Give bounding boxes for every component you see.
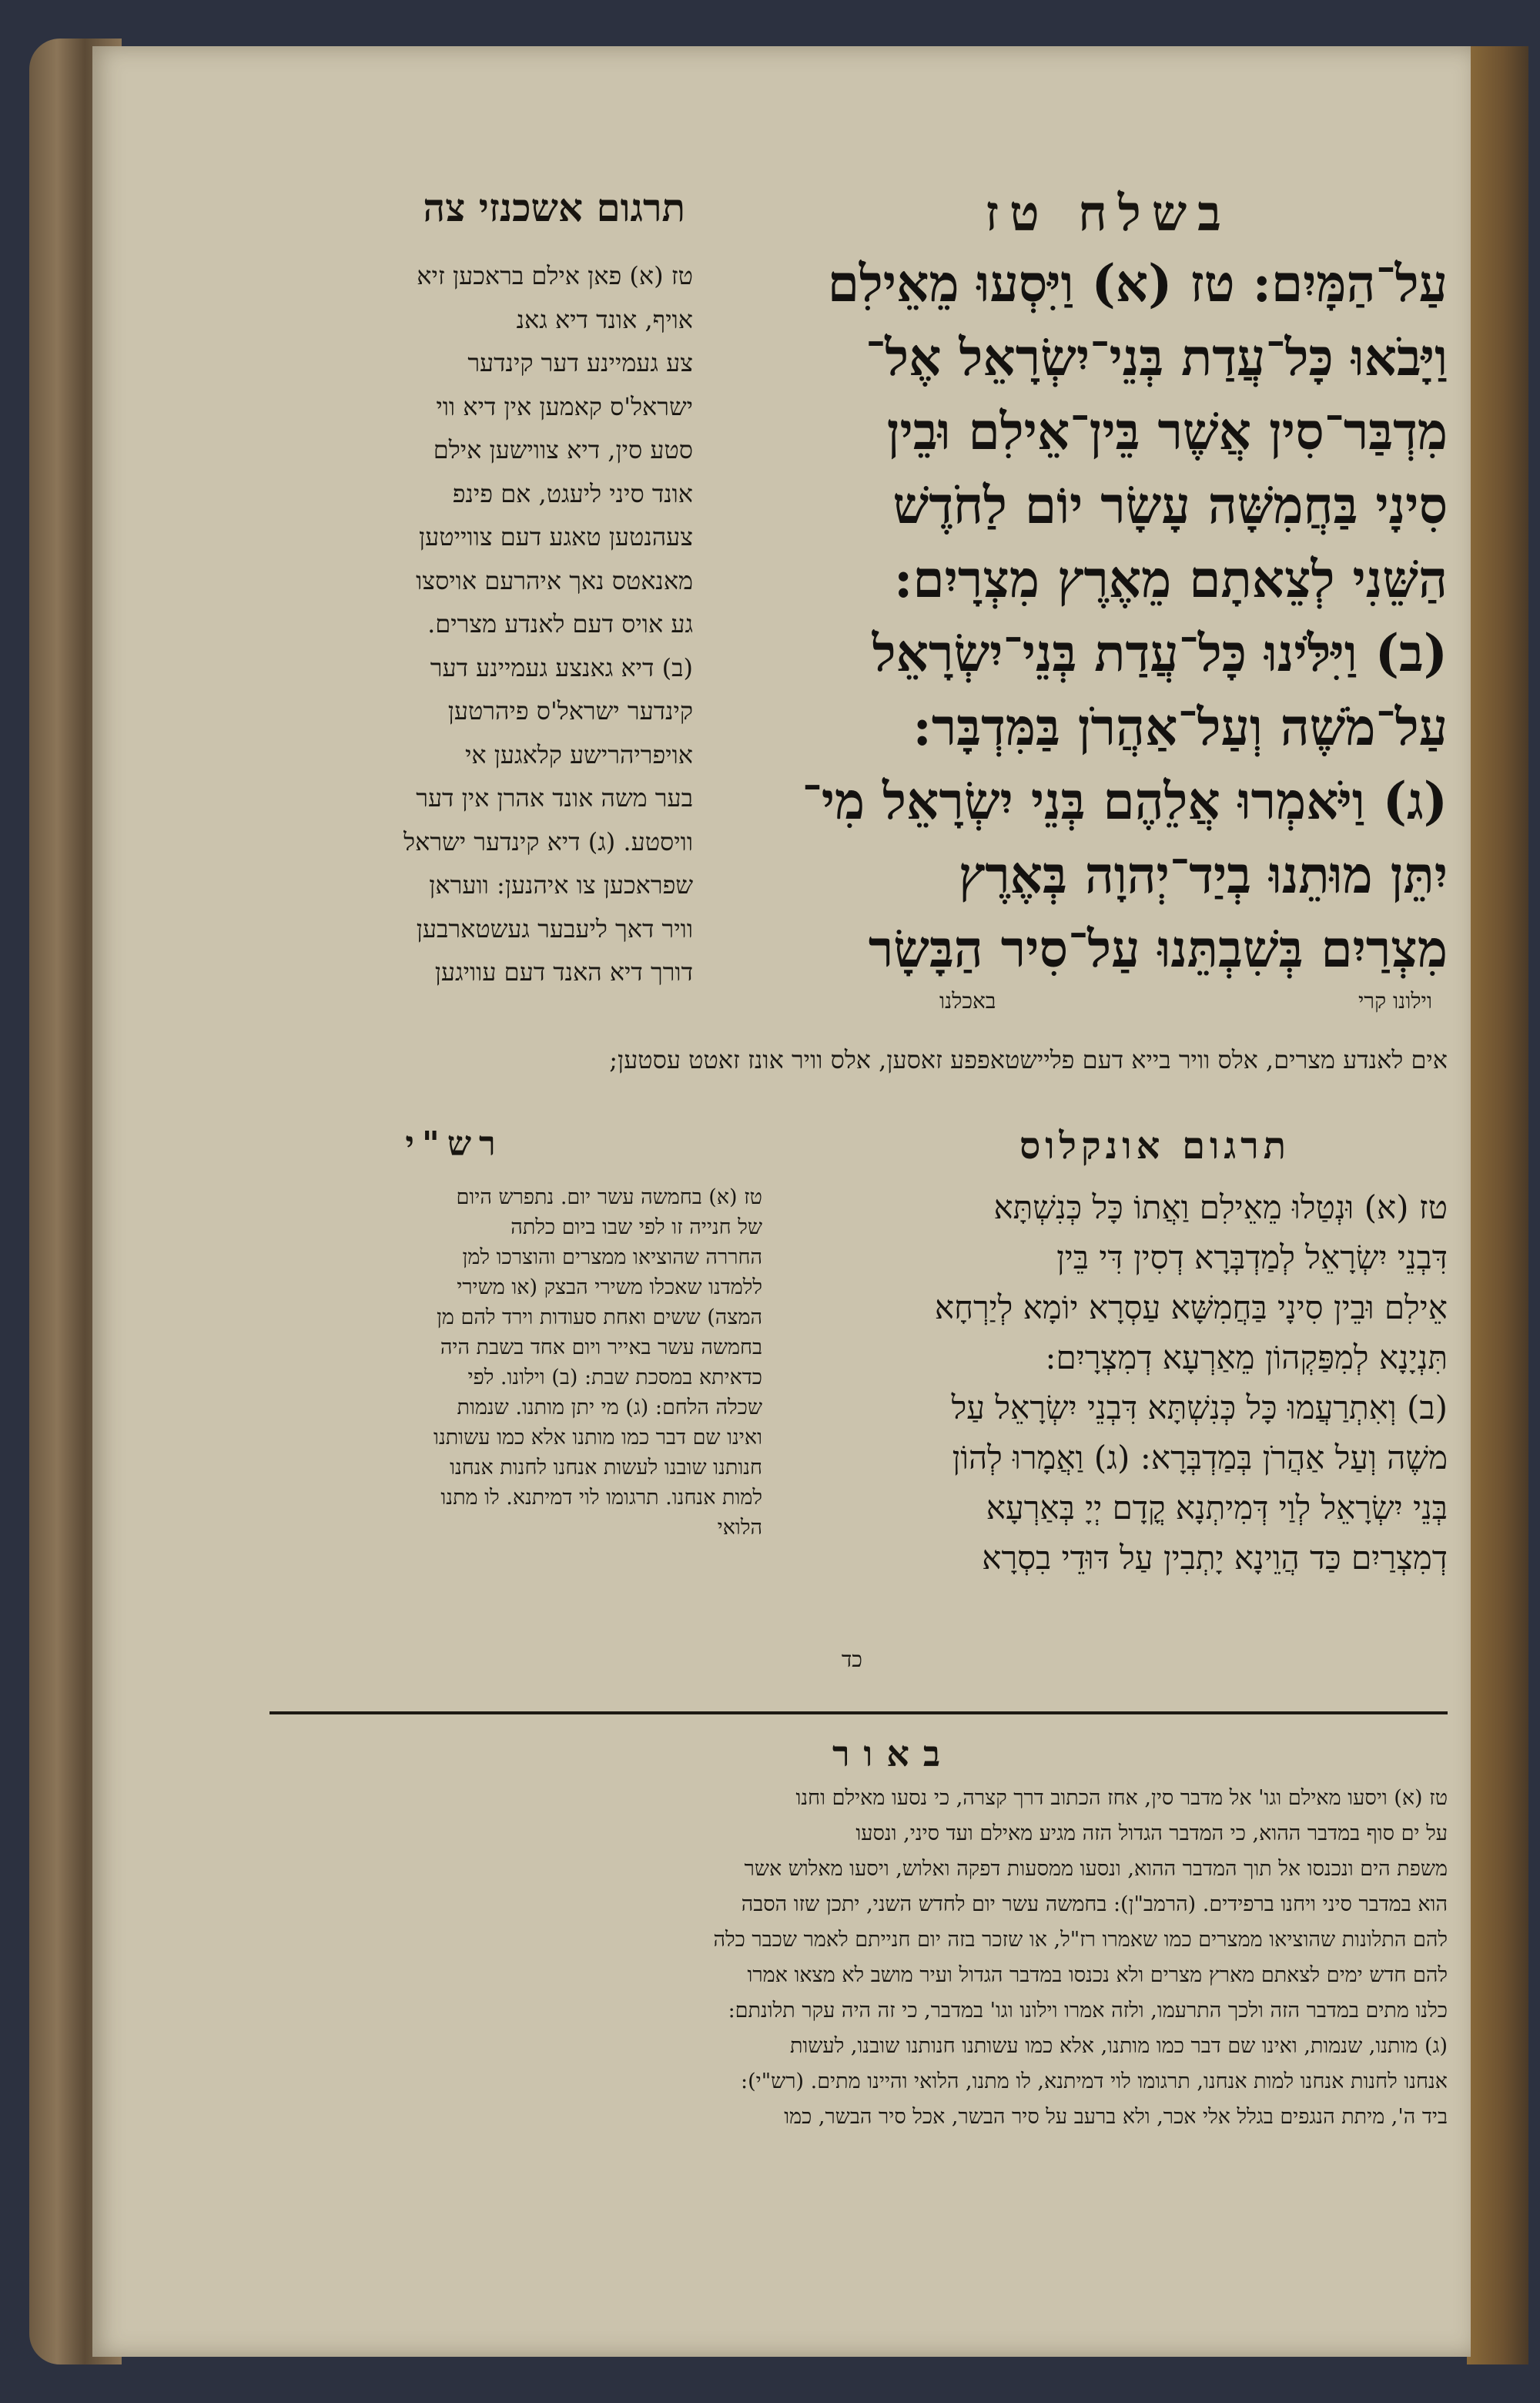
rashi-line: של חנייה זו לפי שבו ביום כלתה: [511, 1215, 762, 1239]
footnote-variant: באכלנו: [939, 988, 996, 1014]
yiddish-line: צעהנטען טאגע דעם צווייטען: [419, 522, 693, 551]
footnote-keri: וילונו קרי: [1358, 988, 1432, 1014]
onkelos-title: תרגום אונקלוס: [1019, 1124, 1291, 1168]
rashi-column: [277, 1182, 762, 1543]
torah-text-block: [708, 246, 1448, 986]
yiddish-continuation: אים לאנדע מצרים, אלס וויר בייא דעם פליישטאפפע זאסען, אלס וויר אונז זאטט עסטען;: [609, 1045, 1448, 1074]
beur-line: אנחנו לחנות אנחנו למות אנחנו, תרגומו לוי דמיתנא, לו מתנו, הלואי והיינו מתים. (רש"י):: [741, 2070, 1448, 2093]
yiddish-line: דורך דיא האנד דעם עוויגען: [434, 957, 693, 987]
torah-line: (ב) וַיִּלֹּינוּ כָּל־עֲדַת בְּנֵי־יִשְׂרָאֵל: [872, 623, 1448, 683]
onkelos-line: (ב) וְאִתְרַעֲמוּ כָּל כְּנִשְׁתָּא דִּבְנֵי יִשְׂרָאֵל עַל: [951, 1389, 1448, 1426]
rashi-title: רש"י: [405, 1124, 504, 1164]
yiddish-line: קינדער ישראל'ס פיהרטען: [447, 696, 693, 726]
yiddish-line: סטע סין, דיא צווישען אילם: [433, 435, 693, 464]
beur-line: ביד ה', מיתת הנגפים בגלל אלי אכר, ולא ברעב על סיר הבשר, אכל סיר הבשר, כמו: [784, 2105, 1448, 2129]
rashi-line: בחמשה עשר באייר ויום אחד בשבת היה: [440, 1336, 762, 1359]
torah-line: מִדְבַּר־סִין אֲשֶׁר בֵּין־אֵילִם וּבֵין: [886, 401, 1448, 461]
rashi-line: טז (א) בחמשה עשר יום. נתפרש היום: [456, 1185, 762, 1209]
yiddish-line: גע אויס דעם לאנדע מצרים.: [427, 609, 693, 638]
book-right-edge: [1467, 46, 1528, 2364]
torah-footnotes: [939, 988, 1432, 1014]
yiddish-line: מאנאטס נאך איהרעם אויסצו: [416, 565, 693, 595]
rashi-line: שכלה הלחם: (ג) מי יתן מותנו. שנמות: [457, 1396, 762, 1419]
section-divider: [270, 1711, 1448, 1714]
beur-line: כלנו מתים במדבר הזה ולכך התרעמו, ולזה אמרו וילונו וגו' במדבר, כי זה היה עקר תלונתם:: [728, 1999, 1448, 2023]
beur-line: על ים סוף במדבר ההוא, כי המדבר הגדול הזה מגיע מאילם ועד סיני, ונסעו: [855, 1822, 1448, 1845]
rashi-line: כדאיתא במסכת שבת: (ב) וילונו. לפי: [467, 1366, 762, 1389]
yiddish-line: אויפריהרישע קלאגען אי: [465, 739, 693, 769]
onkelos-line: דְמִצְרַיִם כַּד הֲוֵינָא יָתְבִין עַל דּוּדֵי בִסְרָא: [982, 1539, 1448, 1577]
beur-line: משפת הים ונכנסו אל תוך המדבר ההוא, ונסעו ממסעות דפקה ואלוש, ויסעו מאלוש אשר: [744, 1857, 1448, 1881]
rashi-line: הלואי: [717, 1516, 762, 1540]
onkelos-line: דִּבְנֵי יִשְׂרָאֵל לְמַדְבְּרָא דְסִין דִּי בֵּין: [1056, 1238, 1448, 1276]
catchword: כד: [841, 1647, 862, 1672]
yiddish-line: שפראכען צו איהנען: וועראן: [429, 870, 693, 900]
beur-line: להם התלונות שהוציאו ממצרים כמו שאמרו רז"ל, או שזכר בזה יום חנייתם לאמר שכבר כלה: [713, 1928, 1448, 1952]
onkelos-line: אֵילִם וּבֵין סִינָי בַּחֲמִשָּׁא עַסְרָא יוֹמָא לְיַרְחָא: [934, 1289, 1448, 1326]
onkelos-line: משֶׁה וְעַל אַהֲרֹן בְּמַדְבְּרָא: (ג) וַאֲמָרוּ לְהוֹן: [952, 1439, 1448, 1476]
beur-commentary: [277, 1781, 1448, 2135]
torah-line: מִצְרַיִם בְּשִׁבְתֵּנוּ עַל־סִיר הַבָּשָׂר: [868, 919, 1448, 979]
yiddish-line: אונד סיני ליעגט, אם פינפ: [452, 478, 693, 508]
yiddish-line: ישראל'ס קאמען אין דיא ווי: [436, 391, 693, 421]
running-header-targum-ashkenazi: תרגום אשכנזי צה: [423, 185, 685, 230]
torah-line: עַל־הַמָּיִם: טז (א) וַיִּסְעוּ מֵאֵילִם: [827, 253, 1448, 313]
torah-line: יִתֵּן מוּתֵנוּ בְיַד־יְהוָה בְּאֶרֶץ: [958, 845, 1448, 905]
onkelos-line: תִּנְיָנָא לְמִפַּקְהוֹן מֵאַרְעָא דְמִצְרָיִם:: [1045, 1339, 1448, 1376]
rashi-line: חנותנו שובנו לעשות אנחנו לחנות אנחנו: [450, 1456, 762, 1480]
rashi-line: ללמדנו שאכלו משירי הבצק (או משירי: [457, 1275, 762, 1299]
yiddish-line: (ב) דיא גאנצע געמיינע דער: [430, 652, 693, 682]
yiddish-line: בער משה אונד אהרן אין דער: [416, 783, 693, 813]
yiddish-line: וויר דאך ליעבער געשטארבען: [416, 913, 693, 943]
torah-line: וַיָּבֹאוּ כָּל־עֲדַת בְּנֵי־יִשְׂרָאֵל אֶל־: [865, 327, 1448, 387]
yiddish-line: צע געמיינע דער קינדער: [467, 348, 693, 377]
rashi-line: למות אנחנו. תרגומו לוי דמיתנא. לו מתנו: [440, 1486, 762, 1510]
torah-line: הַשֵּׁנִי לְצֵאתָם מֵאֶרֶץ מִצְרָיִם:: [894, 549, 1448, 609]
onkelos-column: [785, 1182, 1448, 1583]
yiddish-line: טז (א) פאן אילם בראכען זיא: [417, 261, 693, 290]
yiddish-line: אויף, אונד דיא גאנ: [516, 304, 693, 334]
yiddish-translation-column: [277, 254, 693, 994]
yiddish-line: וויסטע. (ג) דיא קינדער ישראל: [403, 826, 693, 856]
beur-title: באור: [832, 1733, 955, 1775]
onkelos-line: טז (א) וּנְטַלוּ מֵאֵילִם וַאֲתוֹ כָּל כְּנִשְׁתָּא: [993, 1188, 1448, 1226]
rashi-line: החררה שהוציאו ממצרים והוצרכו למן: [462, 1245, 762, 1269]
rashi-line: המצה) ששים ואחת סעודות וירד להם מן: [437, 1305, 762, 1329]
beur-line: (ג) מותנו, שנמות, ואינו שם דבר כמו מותנו, אלא כמו עשותנו חנותנו שובנו, לעשות: [789, 2034, 1448, 2058]
beur-line: טז (א) ויסעו מאילם וגו' אל מדבר סין, אחז הכתוב דרך קצרה, כי נסעו מאילם וחנו: [795, 1786, 1448, 1810]
running-header-parasha: בשלח טז: [985, 185, 1232, 243]
torah-line: עַל־מֹשֶׁה וְעַל־אַהֲרֹן בַּמִּדְבָּר:: [912, 697, 1448, 757]
rashi-line: ואינו שם דבר כמו מותנו אלא כמו עשותנו: [434, 1426, 762, 1450]
onkelos-line: בְּנֵי יִשְׂרָאֵל לְוַי דְּמִיתְנָא קֳדָם יְיָ בְּאַרְעָא: [986, 1489, 1448, 1527]
beur-line: הוא במדבר סיני ויחנו ברפידים. (הרמב"ן): בחמשה עשר יום לחדש השני, יתכן שזו הסבה: [741, 1892, 1448, 1916]
torah-line: (ג) וַיֹּאמְרוּ אֲלֵהֶם בְּנֵי יִשְׂרָאֵל מִי־: [802, 771, 1448, 831]
beur-line: להם חדש ימים לצאתם מארץ מצרים ולא נכנסו במדבר הגדול ועיר מושב לא מצאו אמרו: [747, 1963, 1448, 1987]
torah-line: סִינָי בַּחֲמִשָּׁה עָשָׂר יוֹם לַחֹדֶשׁ: [892, 475, 1448, 535]
